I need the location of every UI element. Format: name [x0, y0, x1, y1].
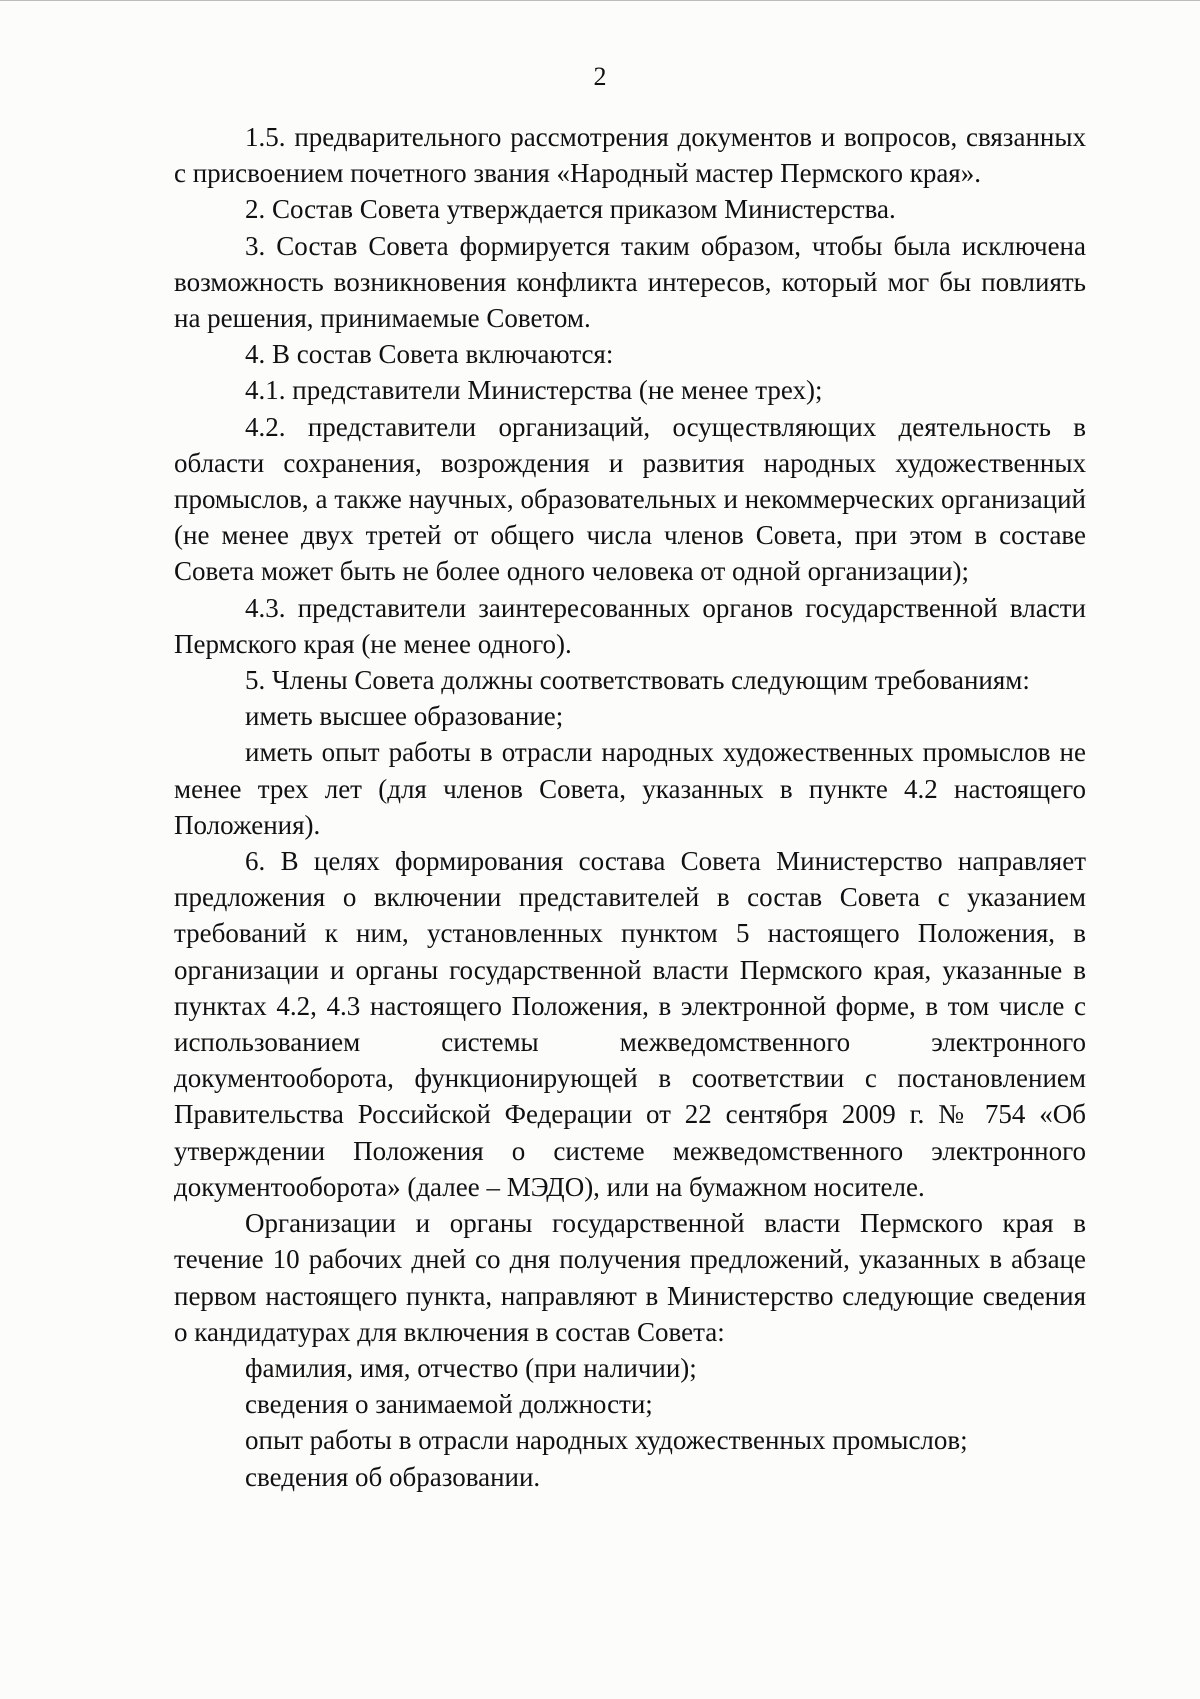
paragraph-3: 3. Состав Совета формируется таким образом, чтобы была исключена возможность возникновения конфликта интересов, который мог бы повлиять на решения, принимаемые Советом. [174, 230, 1086, 334]
paragraph-6: 6. В целях формирования состава Совета Министерство направляет предложения о включении представителей в состав Совета с указанием требований к ним, установленных пунктом 5 настоящего Положения, в организации и органы государственной власти Пермского края, указанные в пунктах 4.2, 4.3 настоящего Положения, в электронной форме, в том числе с использованием системы межведомственного электронного документооборота, функционирующей в соответствии с постановлением Правительства Российской Федерации от 22 сентября 2009 г. № 754 «Об утверждении Положения о системе межведомственного электронного документооборота» (далее – МЭДО), или на бумажном носителе. [174, 846, 1086, 1202]
paragraph-5: 5. Члены Совета должны соответствовать следующим требованиям: [245, 665, 1030, 696]
paragraph-4-2: 4.2. представители организаций, осуществляющих деятельность в области сохранения, возрождения и развития народных художественных промыслов, а также научных, образовательных и некоммерческих организаций (не менее двух третей от общего числа членов Совета, при этом в составе Совета может быть не более одного человека от одной организации); [174, 411, 1086, 587]
requirement-experience: иметь опыт работы в отрасли народных художественных промыслов не менее трех лет (для членов Совета, указанных в пункте 4.2 настоящего Положения). [174, 737, 1086, 840]
requirement-education: иметь высшее образование; [245, 701, 564, 732]
paragraph-4-1: 4.1. представители Министерства (не менее трех); [245, 375, 823, 406]
page-number: 2 [593, 62, 607, 91]
paragraph-1-5: 1.5. предварительного рассмотрения документов и вопросов, связанных с присвоением почетного звания «Народный мастер Пермского края». [174, 122, 1086, 189]
paragraph-6-submission: Организации и органы государственной власти Пермского края в течение 10 рабочих дней со дня получения предложений, указанных в абзаце первом настоящего пункта, направляют в Министерство следующие сведения о кандидатурах для включения в состав Совета: [174, 1208, 1086, 1347]
paragraph-4: 4. В состав Совета включаются: [245, 339, 614, 370]
paragraph-4-3: 4.3. представители заинтересованных органов государственной власти Пермского края (не менее одного). [174, 592, 1086, 659]
candidate-info-position: сведения о занимаемой должности; [245, 1389, 653, 1420]
candidate-info-education: сведения об образовании. [245, 1461, 541, 1492]
document-body [174, 119, 1086, 1495]
candidate-info-name: фамилия, имя, отчество (при наличии); [245, 1352, 697, 1383]
paragraph-2: 2. Состав Совета утверждается приказом Министерства. [245, 194, 896, 225]
candidate-info-experience: опыт работы в отрасли народных художественных промыслов; [245, 1425, 968, 1456]
